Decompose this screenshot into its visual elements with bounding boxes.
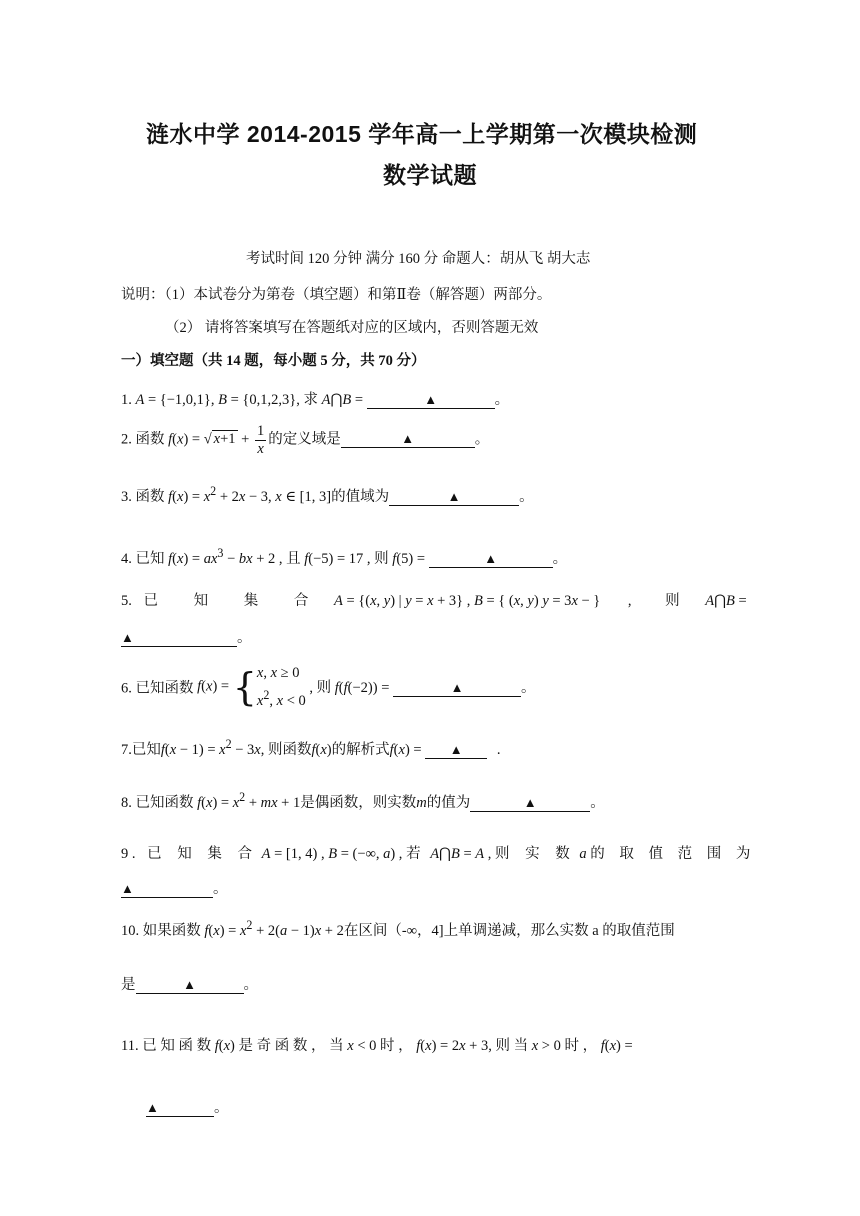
note-1: 说明：（1）本试卷分为第卷（填空题）和第Ⅱ卷（解答题）两部分。 xyxy=(121,287,552,303)
question-3: 3. 函数 $f(x) = x^2 + 2x - 3$, x ∈ [1, 3]的值域为 ▲ 。 xyxy=(121,484,534,505)
question-10-answer-line: 是 ▲ 。 xyxy=(121,977,258,993)
answer-blank[interactable]: ▲ xyxy=(146,1099,214,1117)
answer-blank[interactable]: ▲ xyxy=(393,679,521,697)
question-6: 6. 已知函数 f(x) = { x, x ≥ 0 $x^2$, x < 0 , 则 f(f(−2)) = ▲ 。 xyxy=(121,664,536,709)
question-1: 1. A = {−1,0,1}, B = {0,1,2,3}, 求 A⋂B = ▲ 。 xyxy=(121,392,510,408)
title-line-2: 数学试题 xyxy=(383,162,477,188)
question-9: 9 . 已 知 集 合 A = [1, 4) , B = (−∞, a) , 若 A⋂B = A , 则 实 数 a 的 取 值 范 围 为 xyxy=(121,846,756,862)
question-2: 2. 函数 f(x) = √ x+1 + $\frac{1}{x}$ 的定义域是 ▲ 。 xyxy=(121,423,490,457)
question-11: 11. 已 知 函 数 f(x) 是 奇 函 数 ， 当 x < 0 时 ， f(x) = 2x + 3, 则 当 x > 0 时 ， f(x) = xyxy=(121,1038,633,1054)
answer-blank[interactable]: ▲ xyxy=(341,430,475,448)
answer-blank[interactable]: ▲ xyxy=(121,629,237,647)
answer-blank[interactable]: ▲ xyxy=(429,550,553,568)
question-4: 4. 已知 $f(x) = ax^3$ − bx + 2 , 且 f(−5) = 17 , 则 f(5) = ▲ 。 xyxy=(121,546,568,567)
question-10: 10. 如果函数 $f(x) = x^2 + 2(a - 1)x + 2$在区间（-∞，4]上单调递减，那么实数 a 的取值范围 xyxy=(121,918,675,939)
question-5: 5. 已 知 集 合 A = {(x, y) | y = x + 3} , B = { (x, y) y = 3x − } , 则 A⋂B = xyxy=(121,593,747,609)
question-7: 7.已知$f(x - 1) = x^2 - 3x$, 则函数f(x)的解析式f(x) = ▲ . xyxy=(121,737,501,758)
title-line-1: 涟水中学 2014-2015 学年高一上学期第一次模块检测 xyxy=(146,121,698,147)
answer-blank[interactable]: ▲ xyxy=(470,794,590,812)
exam-info: 考试时间 120 分钟 满分 160 分 命题人：胡从飞 胡大志 xyxy=(246,251,591,267)
answer-blank[interactable]: ▲ xyxy=(136,976,244,994)
answer-blank[interactable]: ▲ xyxy=(121,880,213,898)
note-2: （2） 请将答案填写在答题纸对应的区域内，否则答题无效 xyxy=(165,320,539,336)
answer-blank[interactable]: ▲ xyxy=(389,488,519,506)
question-8: 8. 已知函数 $f(x) = x^2$ + mx + 1是偶函数，则实数m的值为 ▲ 。 xyxy=(121,790,605,811)
question-5-answer-line: ▲ 。 xyxy=(121,630,252,646)
answer-blank[interactable]: ▲ xyxy=(425,741,487,759)
question-9-answer-line: ▲ 。 xyxy=(121,881,228,897)
question-11-answer-line: ▲ 。 xyxy=(146,1100,229,1116)
answer-blank[interactable]: ▲ xyxy=(367,391,495,409)
section-1-header: 一）填空题（共 14 题，每小题 5 分，共 70 分） xyxy=(121,353,426,369)
